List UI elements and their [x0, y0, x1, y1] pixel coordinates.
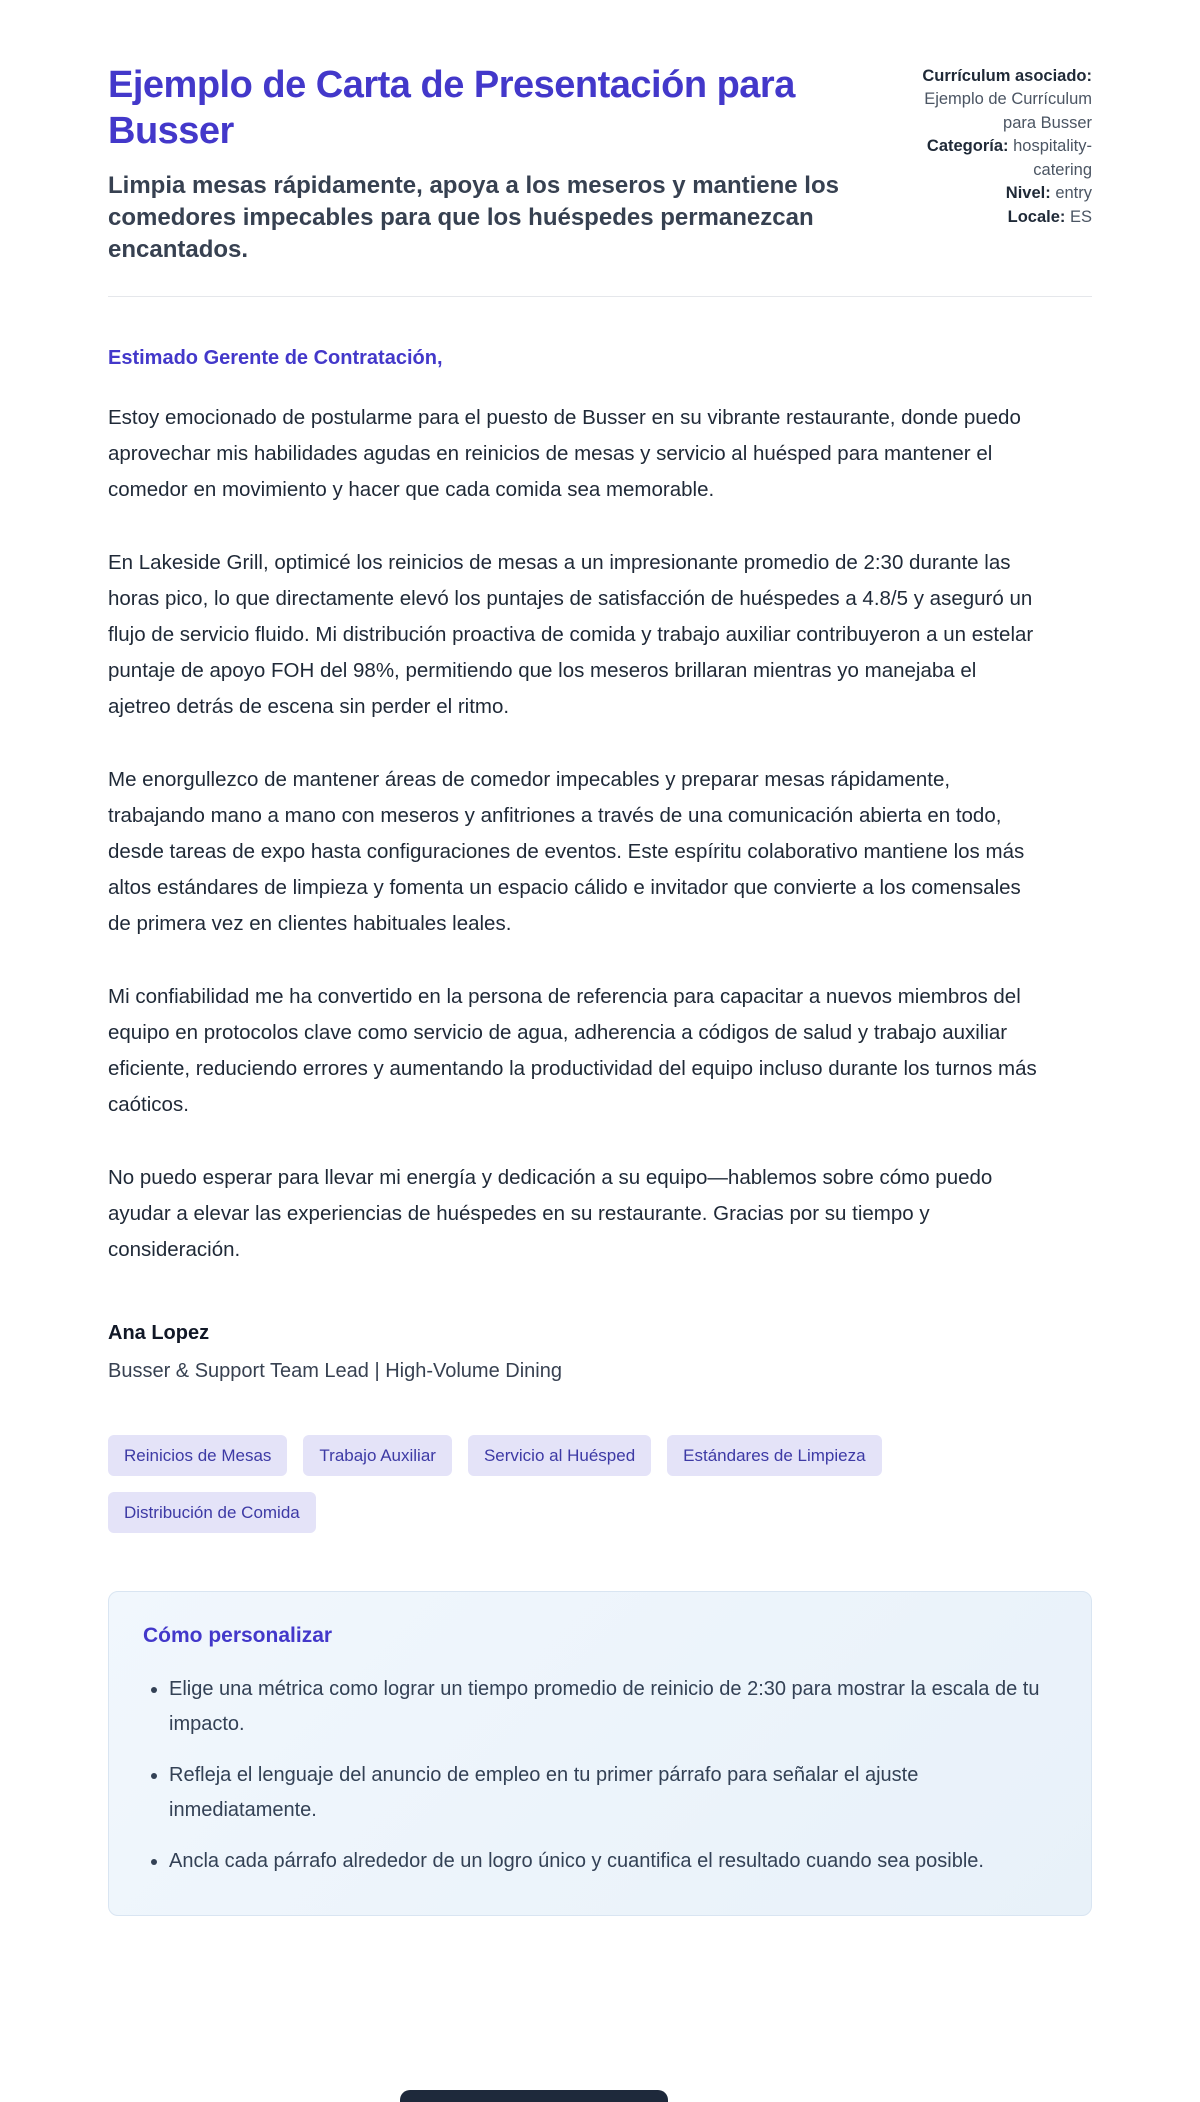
header-divider	[108, 296, 1092, 297]
meta-category	[907, 135, 1092, 182]
letter-paragraph: En Lakeside Grill, optimicé los reinicios de mesas a un impresionante promedio de 2:30 durante las horas pico, lo que directamente elevó los puntajes de satisfacción de huéspedes a 4.8/5 y aseguró un flujo de servicio fluido. Mi distribución proactiva de comida y trabajo auxiliar contribuyeron a un estelar puntaje de apoyo FOH del 98%, permitiendo que los meseros brillaran mientras yo manejaba el ajetreo detrás de escena sin perder el ritmo.	[108, 551, 1034, 719]
meta-level	[907, 182, 1092, 205]
signature-name: Ana Lopez	[108, 1322, 210, 1345]
tip-item: • Refleja el lenguaje del anuncio de empleo en tu primer párrafo para señalar el ajuste inmediatamente.	[169, 1758, 1057, 1828]
header-left	[108, 62, 848, 266]
meta-resume-value: Ejemplo de Currículum para Busser	[924, 90, 1092, 132]
meta-category-label: Categoría:	[926, 137, 1009, 156]
letter-greeting: Estimado Gerente de Contratación,	[108, 347, 443, 370]
letter-paragraph: Mi confiabilidad me ha convertido en la persona de referencia para capacitar a nuevos miembros del equipo en protocolos clave como servicio de agua, adherencia a códigos de salud y trabajo auxiliar eficiente, reduciendo errores y aumentando la productividad del equipo incluso durante los turnos más caóticos.	[108, 985, 1037, 1117]
footer-cta-partial[interactable]	[400, 2090, 668, 2102]
signature-title: Busser & Support Team Lead | High-Volume Dining	[108, 1360, 562, 1383]
tip-item: • Ancla cada párrafo alrededor de un logro único y cuantifica el resultado cuando sea posible.	[169, 1844, 1057, 1879]
meta-resume-label: Currículum asociado:	[922, 67, 1092, 85]
letter-body	[108, 347, 1038, 1383]
tip-item: • Elige una métrica como lograr un tiempo promedio de reinicio de 2:30 para mostrar la escala de tu impacto.	[169, 1672, 1057, 1742]
meta-level-value: entry	[1055, 184, 1092, 203]
meta-panel	[907, 62, 1092, 266]
skill-tags	[108, 1435, 1048, 1533]
letter-paragraph: Estoy emocionado de postularme para el puesto de Busser en su vibrante restaurante, donde puedo aprovechar mis habilidades agudas en reinicios de mesas y servicio al huésped para mantener el comedor en movimiento y hacer que cada comida sea memorable.	[108, 406, 1021, 502]
skill-tag: Reinicios de Mesas	[108, 1435, 287, 1476]
letter-paragraph: No puedo esperar para llevar mi energía y dedicación a su equipo—hablemos sobre cómo puedo ayudar a elevar las experiencias de huéspedes en su restaurante. Gracias por su tiempo y consideración.	[108, 1166, 993, 1262]
page-title: Ejemplo de Carta de Presentación para Busser	[108, 64, 795, 153]
meta-locale	[907, 206, 1092, 229]
skill-tag: Estándares de Limpieza	[667, 1435, 881, 1476]
meta-locale-label: Locale:	[1007, 207, 1066, 226]
customization-tips-box	[108, 1591, 1092, 1916]
tips-title: Cómo personalizar	[143, 1624, 333, 1648]
header	[108, 62, 1092, 266]
meta-locale-value: ES	[1069, 207, 1092, 226]
meta-category-value: hospitality-catering	[1013, 137, 1092, 179]
letter-paragraph: Me enorgullezco de mantener áreas de comedor impecables y preparar mesas rápidamente, trabajando mano a mano con meseros y anfitriones a través de una comunicación abierta en todo, desde tareas de expo hasta configuraciones de eventos. Este espíritu colaborativo mantiene los más altos estándares de limpieza y fomenta un espacio cálido e invitador que convierte a los comensales de primera vez en clientes habituales leales.	[108, 768, 1025, 936]
meta-level-label: Nivel:	[1005, 184, 1051, 203]
page-subtitle: Limpia mesas rápidamente, apoya a los meseros y mantiene los comedores impecables para que los huéspedes permanezcan encantados.	[108, 171, 839, 264]
tips-list	[143, 1672, 1057, 1879]
skill-tag: Servicio al Huésped	[468, 1435, 651, 1476]
skill-tag: Distribución de Comida	[108, 1492, 316, 1533]
meta-resume	[907, 65, 1092, 135]
skill-tag: Trabajo Auxiliar	[303, 1435, 452, 1476]
